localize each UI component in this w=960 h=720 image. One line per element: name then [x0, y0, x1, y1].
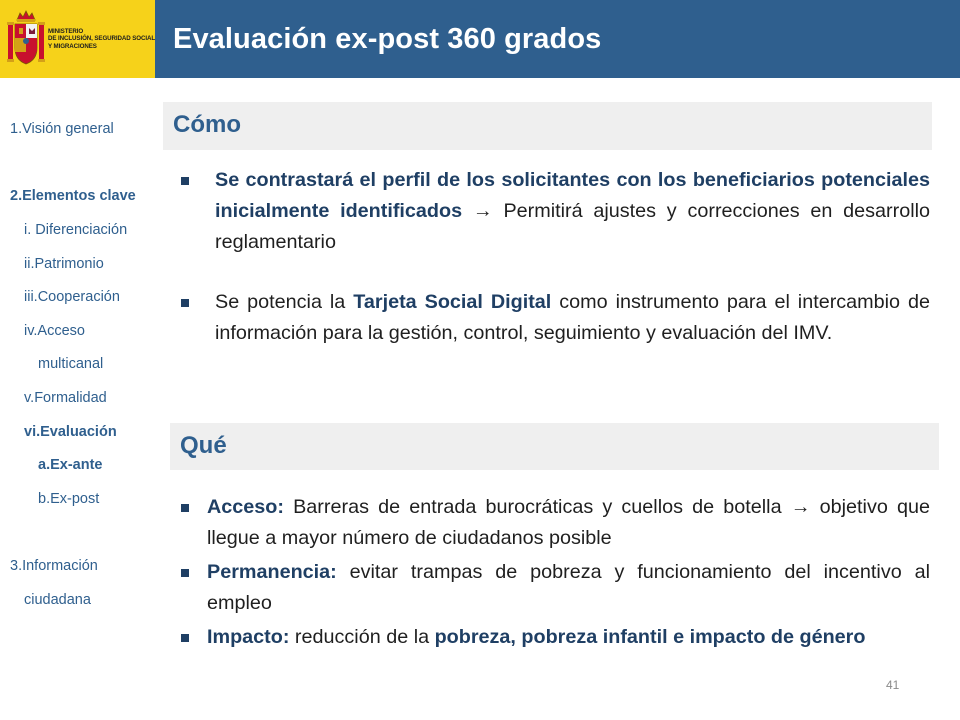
como-bullet-1-bold: Se contrastará el perfil de los solicitantes con los beneficiarios potenciales inicialmente identificados — [215, 169, 930, 222]
sidebar-item-cooperacion[interactable]: iii.Cooperación — [24, 289, 120, 305]
bullet-square-icon — [181, 634, 189, 642]
slide-title: Evaluación ex-post 360 grados — [173, 23, 602, 55]
que-bullet-3-bold2: pobreza, pobreza infantil e impacto de género — [434, 626, 866, 648]
sidebar-item-ex-post[interactable]: b.Ex-post — [38, 491, 100, 507]
que-bullet-3-text: reducción de la — [289, 626, 435, 648]
ministry-name — [48, 28, 155, 50]
que-bullet-2-bold: Permanencia: — [207, 561, 337, 583]
sidebar-item-acceso[interactable]: iv.Acceso — [24, 323, 85, 339]
como-bullet-1 — [181, 165, 930, 258]
sidebar-item-ex-ante[interactable]: a.Ex-ante — [38, 457, 103, 473]
sidebar-item-evaluacion[interactable]: vi.Evaluación — [24, 424, 117, 440]
que-bullet-3-bold: Impacto: — [207, 626, 290, 648]
que-bullet-2-text: evitar trampas de pobreza y funcionamiento del incentivo al empleo — [207, 561, 930, 614]
sidebar-item-elementos-clave[interactable]: 2.Elementos clave — [10, 188, 136, 204]
sidebar-item-multicanal[interactable]: multicanal — [38, 356, 104, 372]
que-bullet-1-post: objetivo que llegue a mayor número de ciudadanos posible — [207, 496, 930, 549]
que-bullet-1 — [181, 492, 930, 554]
que-bullet-1-bold: Acceso: — [207, 496, 284, 518]
section-como-title: Cómo — [173, 111, 241, 138]
bullet-square-icon — [181, 504, 189, 512]
ministry-line-1: MINISTERIO — [48, 28, 84, 35]
page-number: 41 — [886, 678, 900, 692]
como-bullet-2 — [181, 287, 930, 349]
como-bullet-1-text: Permitirá ajustes y correcciones en desarrollo reglamentario — [215, 200, 931, 253]
section-que-header — [170, 423, 939, 470]
section-que-bullets — [181, 492, 930, 653]
bullet-square-icon — [181, 569, 189, 577]
que-bullet-2 — [181, 557, 930, 619]
section-que-title: Qué — [180, 432, 227, 459]
sidebar-item-ciudadana[interactable]: ciudadana — [24, 592, 91, 608]
arrow-right-icon: → — [790, 496, 811, 518]
que-bullet-3 — [181, 622, 930, 653]
sidebar-item-diferenciacion[interactable]: i. Diferenciación — [24, 222, 128, 238]
sidebar-item-informacion[interactable]: 3.Información — [10, 558, 98, 574]
bullet-square-icon — [181, 177, 189, 185]
section-como-header — [163, 102, 932, 150]
que-bullet-1-text: Barreras de entrada burocráticas y cuellos de botella — [283, 496, 791, 518]
ministry-logo — [0, 0, 155, 78]
sidebar-item-vision-general[interactable]: 1.Visión general — [10, 121, 114, 137]
como-bullet-2-bold: Tarjeta Social Digital — [353, 291, 552, 313]
como-bullet-2-pre: Se potencia la — [215, 291, 354, 313]
coat-of-arms-icon — [6, 8, 46, 70]
ministry-line-2: DE INCLUSIÓN, SEGURIDAD SOCIAL — [48, 35, 156, 43]
ministry-line-3: Y MIGRACIONES — [48, 42, 97, 50]
como-bullet-2-post: como instrumento para el intercambio de información para la gestión, control, seguimiento y evaluación del IMV. — [215, 291, 931, 344]
section-como-bullets — [181, 165, 930, 349]
sidebar-item-patrimonio[interactable]: ii.Patrimonio — [24, 256, 104, 272]
sidebar-item-formalidad[interactable]: v.Formalidad — [24, 390, 107, 406]
title-bar — [155, 0, 960, 78]
bullet-square-icon — [181, 299, 189, 307]
arrow-right-icon: → — [472, 200, 493, 222]
